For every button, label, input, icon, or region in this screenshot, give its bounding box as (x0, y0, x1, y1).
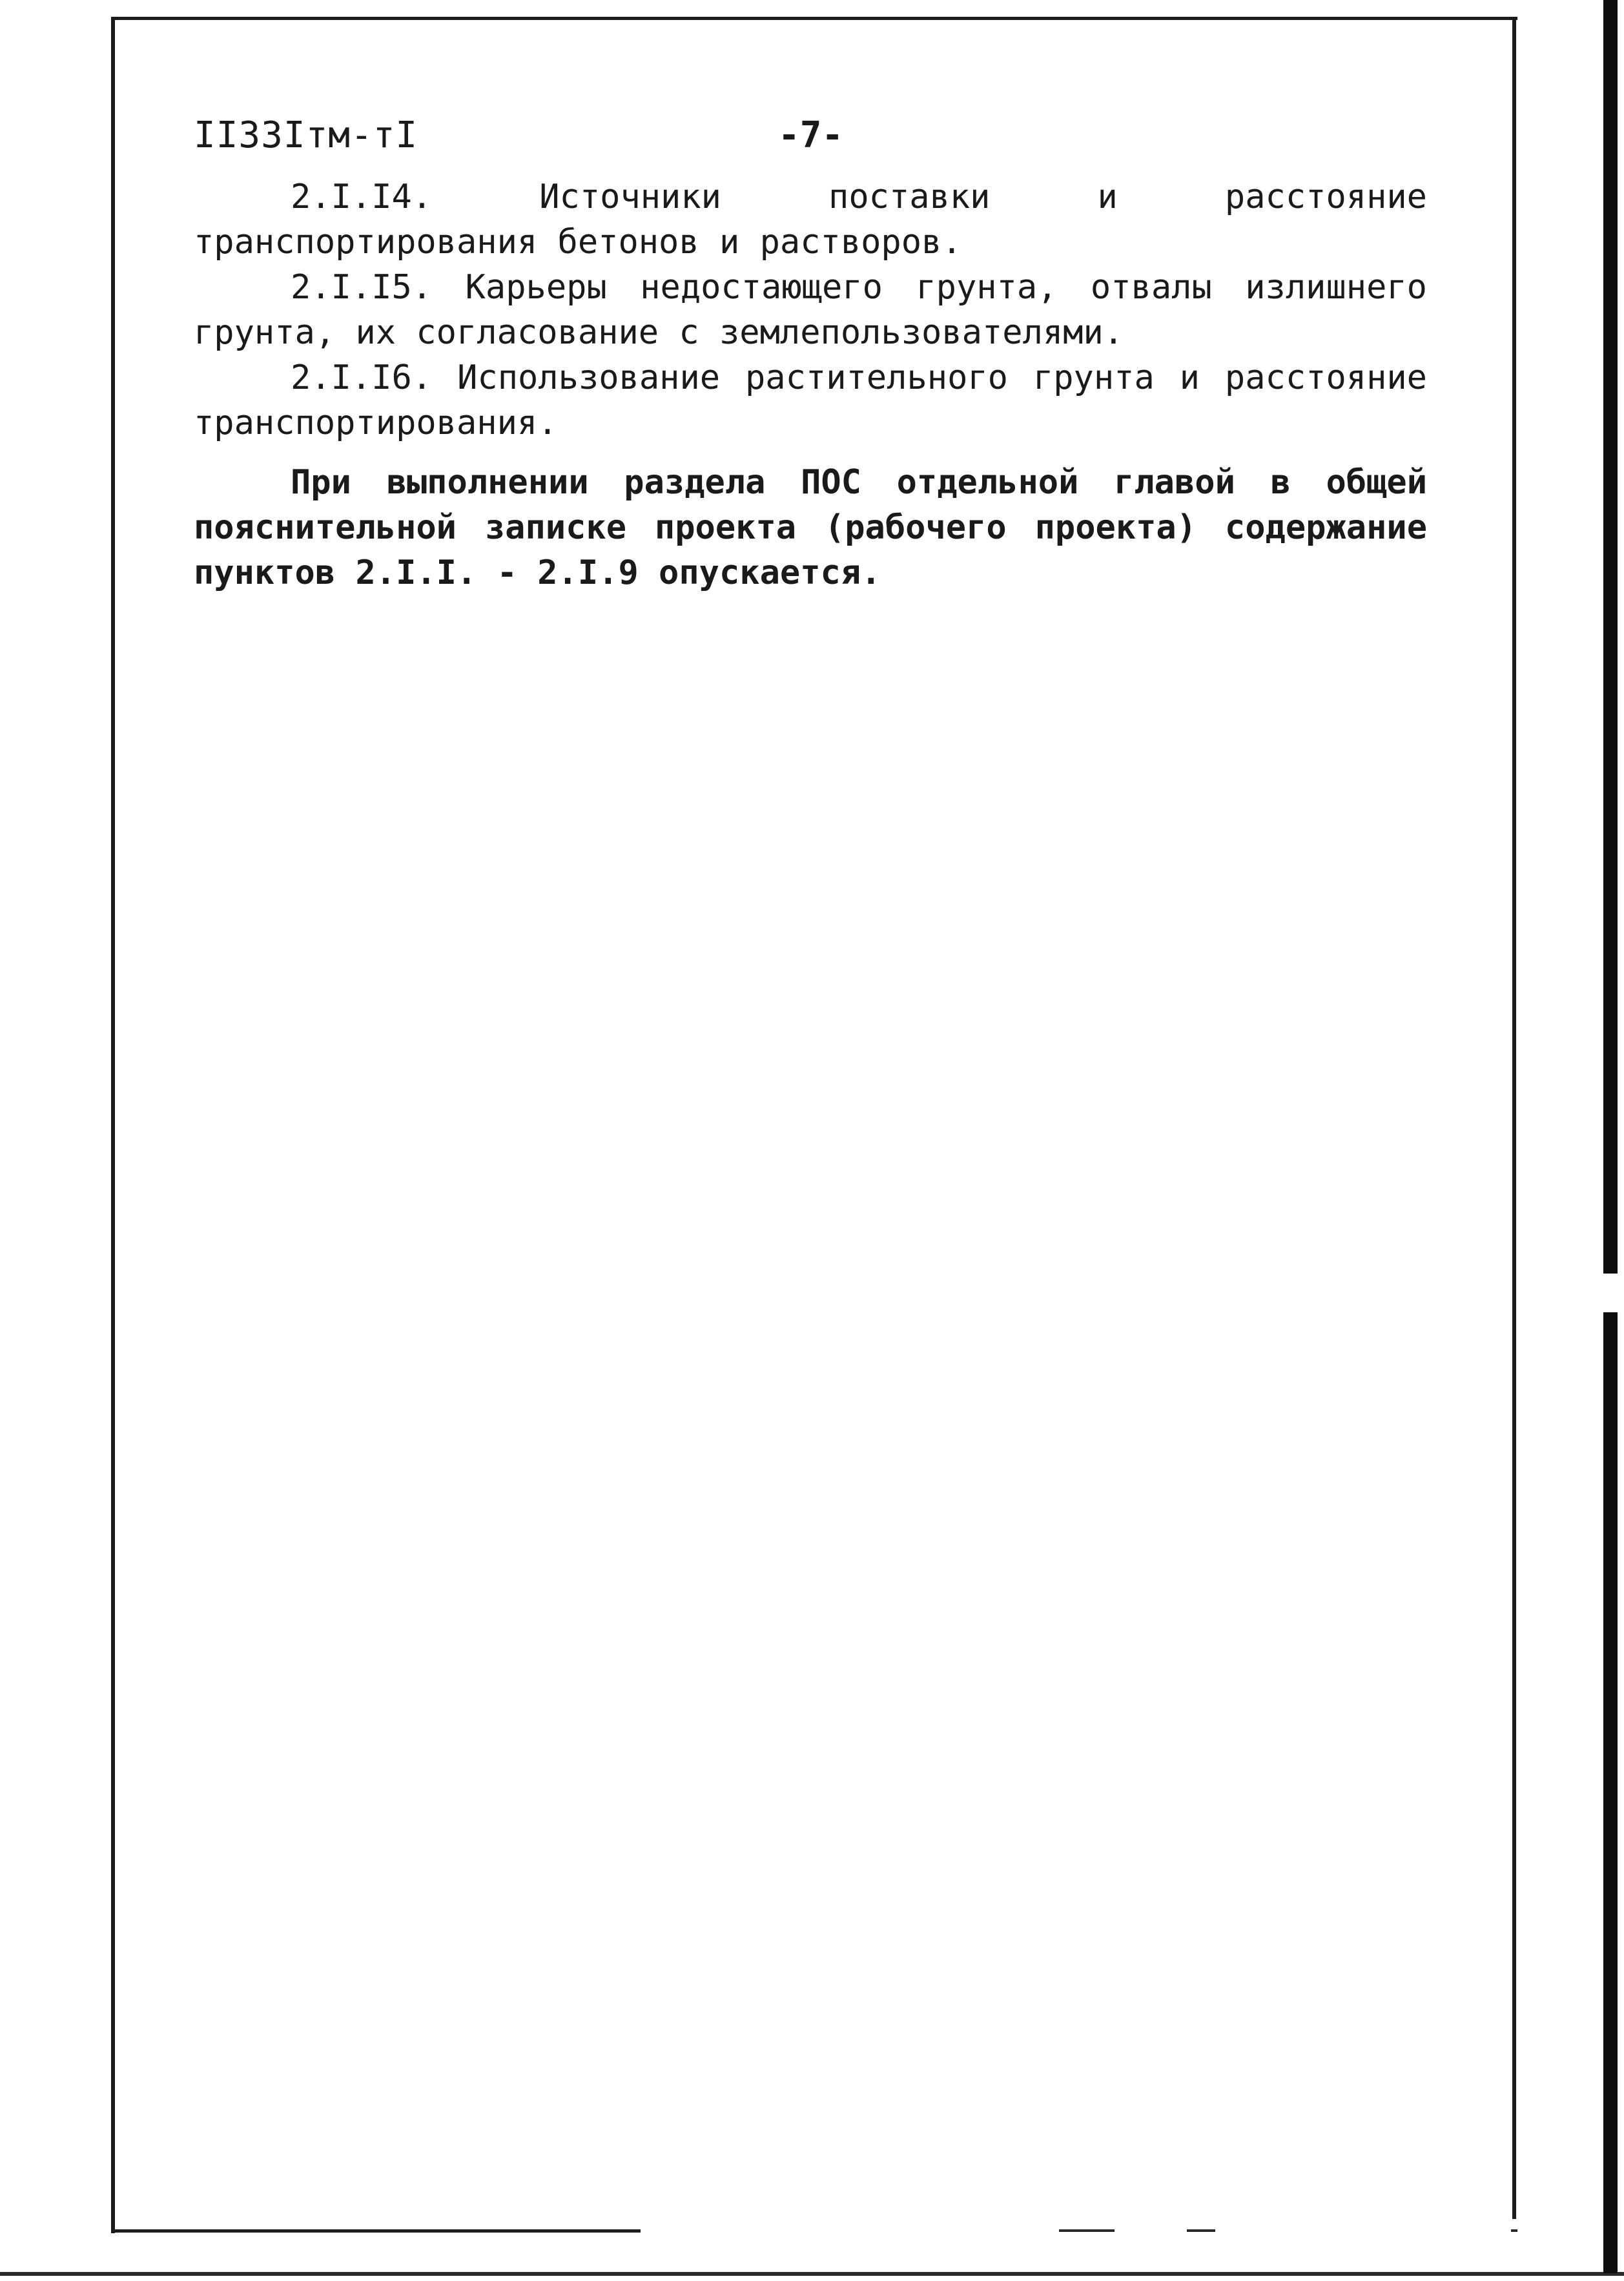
page-frame-right (1512, 17, 1516, 2219)
page-frame-bottom (111, 2229, 641, 2233)
scan-edge-gap (1600, 1274, 1619, 1312)
scan-edge-right (1603, 0, 1618, 2273)
paragraph-2-1-16: 2.I.I6. Использование растительного грунта и расстояние транспортирования. (194, 358, 1427, 442)
scan-edge-bottom (0, 2272, 1624, 2276)
page-frame-left (111, 18, 115, 2233)
closing-note: При выполнении раздела ПОС отдельной главой в общей пояснительной записке проекта (рабочего проекта) содержание пунктов 2.I.I. - 2.I.9 опускается. (194, 463, 1427, 592)
document-code: II33Iтм-тI (194, 114, 418, 156)
page-frame-top (111, 17, 1517, 20)
page-header (194, 110, 1421, 161)
page-frame-bottom-dash (1511, 2229, 1517, 2232)
paragraph-2-1-14: 2.I.I4. Источники поставки и расстояние транспортирования бетонов и растворов. (194, 178, 1427, 262)
page-frame-bottom-dash (1187, 2229, 1215, 2232)
page-number: -7- (778, 114, 844, 156)
page-frame-bottom-dash (1059, 2229, 1115, 2232)
page-content (194, 174, 1427, 595)
paragraph-2-1-15: 2.I.I5. Карьеры недостающего грунта, отвалы излишнего грунта, их согласование с землепользователями. (194, 268, 1427, 352)
